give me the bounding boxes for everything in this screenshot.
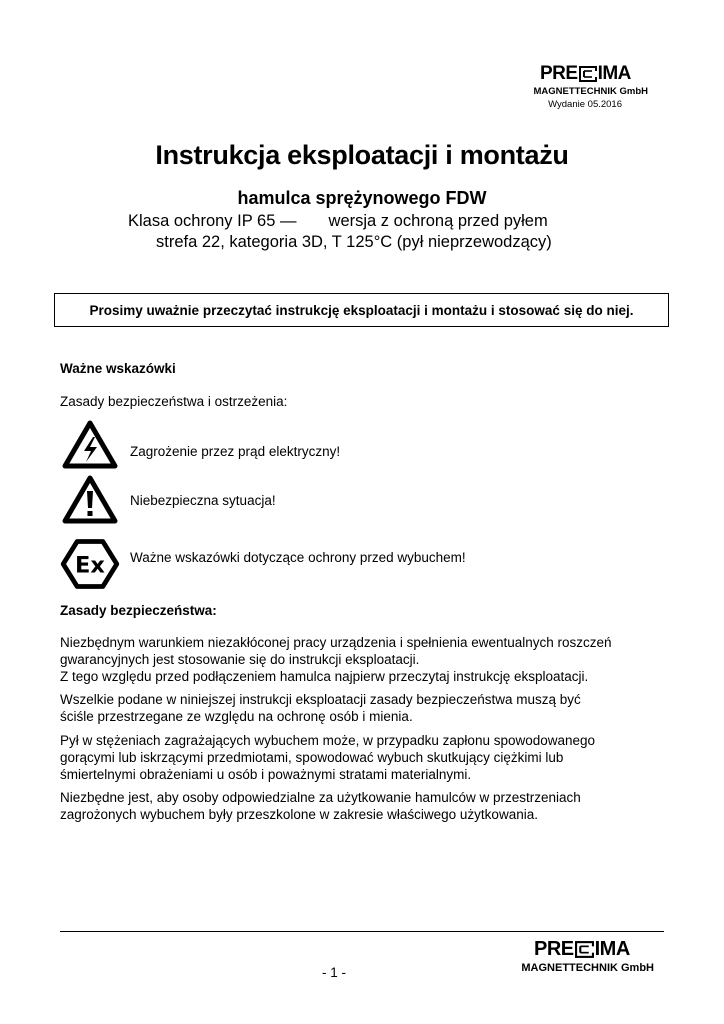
footer-logo	[534, 939, 630, 959]
notice-text: Prosimy uważnie przeczytać instrukcję eksploatacji i montażu i stosować się do niej.	[89, 302, 634, 318]
danger-exclamation-icon	[62, 475, 118, 525]
warning-electric-text: Zagrożenie przez prąd elektryczny!	[130, 444, 341, 459]
important-heading: Ważne wskazówki	[60, 361, 176, 376]
header-logo	[540, 64, 631, 83]
warning-ex-text: Ważne wskazówki dotyczące ochrony przed wybuchem!	[130, 550, 466, 565]
safety-paragraph-4	[60, 789, 670, 823]
safety-paragraph-line: śmiertelnymi obrażeniami u osób i poważnymi stratami materialnymi.	[60, 767, 472, 782]
safety-paragraph-line: zagrożonych wybuchem były przeszkolone w zakresie właściwego użytkowania.	[60, 807, 538, 822]
logo-wordmark	[540, 64, 631, 83]
safety-paragraph-line: Niezbędnym warunkiem niezakłóconej pracy urządzenia i spełnienia ewentualnych roszczeń	[60, 635, 612, 650]
safety-paragraph-1	[60, 634, 670, 685]
ex-explosion-icon	[60, 537, 120, 591]
footer-divider	[60, 931, 664, 932]
safety-heading: Zasady bezpieczeństwa:	[60, 603, 217, 618]
header-edition: Wydanie 05.2016	[548, 99, 622, 110]
logo-c-mark-icon	[579, 66, 597, 82]
safety-paragraph-line: Wszelkie podane w niniejszej instrukcji eksploatacji zasady bezpieczeństwa muszą być	[60, 692, 581, 707]
safety-paragraph-line: Z tego względu przed podłączeniem hamulca najpierw przeczytaj instrukcję eksploatacji.	[60, 669, 589, 684]
safety-paragraph-line: gwarancyjnych jest stosowanie się do instrukcji eksploatacji.	[60, 652, 420, 667]
footer-company: MAGNETTECHNIK GmbH	[521, 962, 654, 974]
footer-logo-text-right: IMA	[594, 938, 630, 960]
footer-logo-c-mark-icon	[575, 941, 594, 958]
protection-class-line: Klasa ochrony IP 65 — wersja z ochroną przed pyłem	[128, 212, 548, 230]
warning-danger-text: Niebezpieczna sytuacja!	[130, 493, 276, 508]
safety-paragraph-line: ściśle przestrzegane ze względu na ochronę osób i mienia.	[60, 709, 413, 724]
footer-logo-wordmark	[534, 939, 630, 959]
logo-text-right: IMA	[597, 63, 631, 84]
read-instructions-notice	[54, 293, 669, 327]
electric-hazard-icon	[62, 420, 118, 470]
page-title: Instrukcja eksploatacji i montażu	[155, 140, 569, 170]
safety-paragraph-2	[60, 691, 670, 725]
safety-paragraph-3	[60, 732, 670, 783]
page-subtitle: hamulca sprężynowego FDW	[237, 188, 487, 208]
svg-text:Ex: Ex	[75, 552, 105, 579]
warnings-intro: Zasady bezpieczeństwa i ostrzeżenia:	[60, 394, 288, 409]
safety-paragraph-line: Niezbędne jest, aby osoby odpowiedzialne za użytkowanie hamulców w przestrzeniach	[60, 790, 581, 805]
safety-paragraph-line: gorącymi lub iskrzącymi przedmiotami, spowodować wybuch skutkujący ciężkimi lub	[60, 750, 564, 765]
footer-logo-text-left: PRE	[534, 938, 574, 960]
zone-category-line: strefa 22, kategoria 3D, T 125°C (pył nieprzewodzący)	[156, 233, 552, 251]
logo-text-left: PRE	[540, 63, 578, 84]
header-company: MAGNETTECHNIK GmbH	[533, 86, 648, 97]
page-number: - 1 -	[322, 965, 347, 980]
safety-paragraph-line: Pył w stężeniach zagrażających wybuchem może, w przypadku zapłonu spowodowanego	[60, 733, 596, 748]
